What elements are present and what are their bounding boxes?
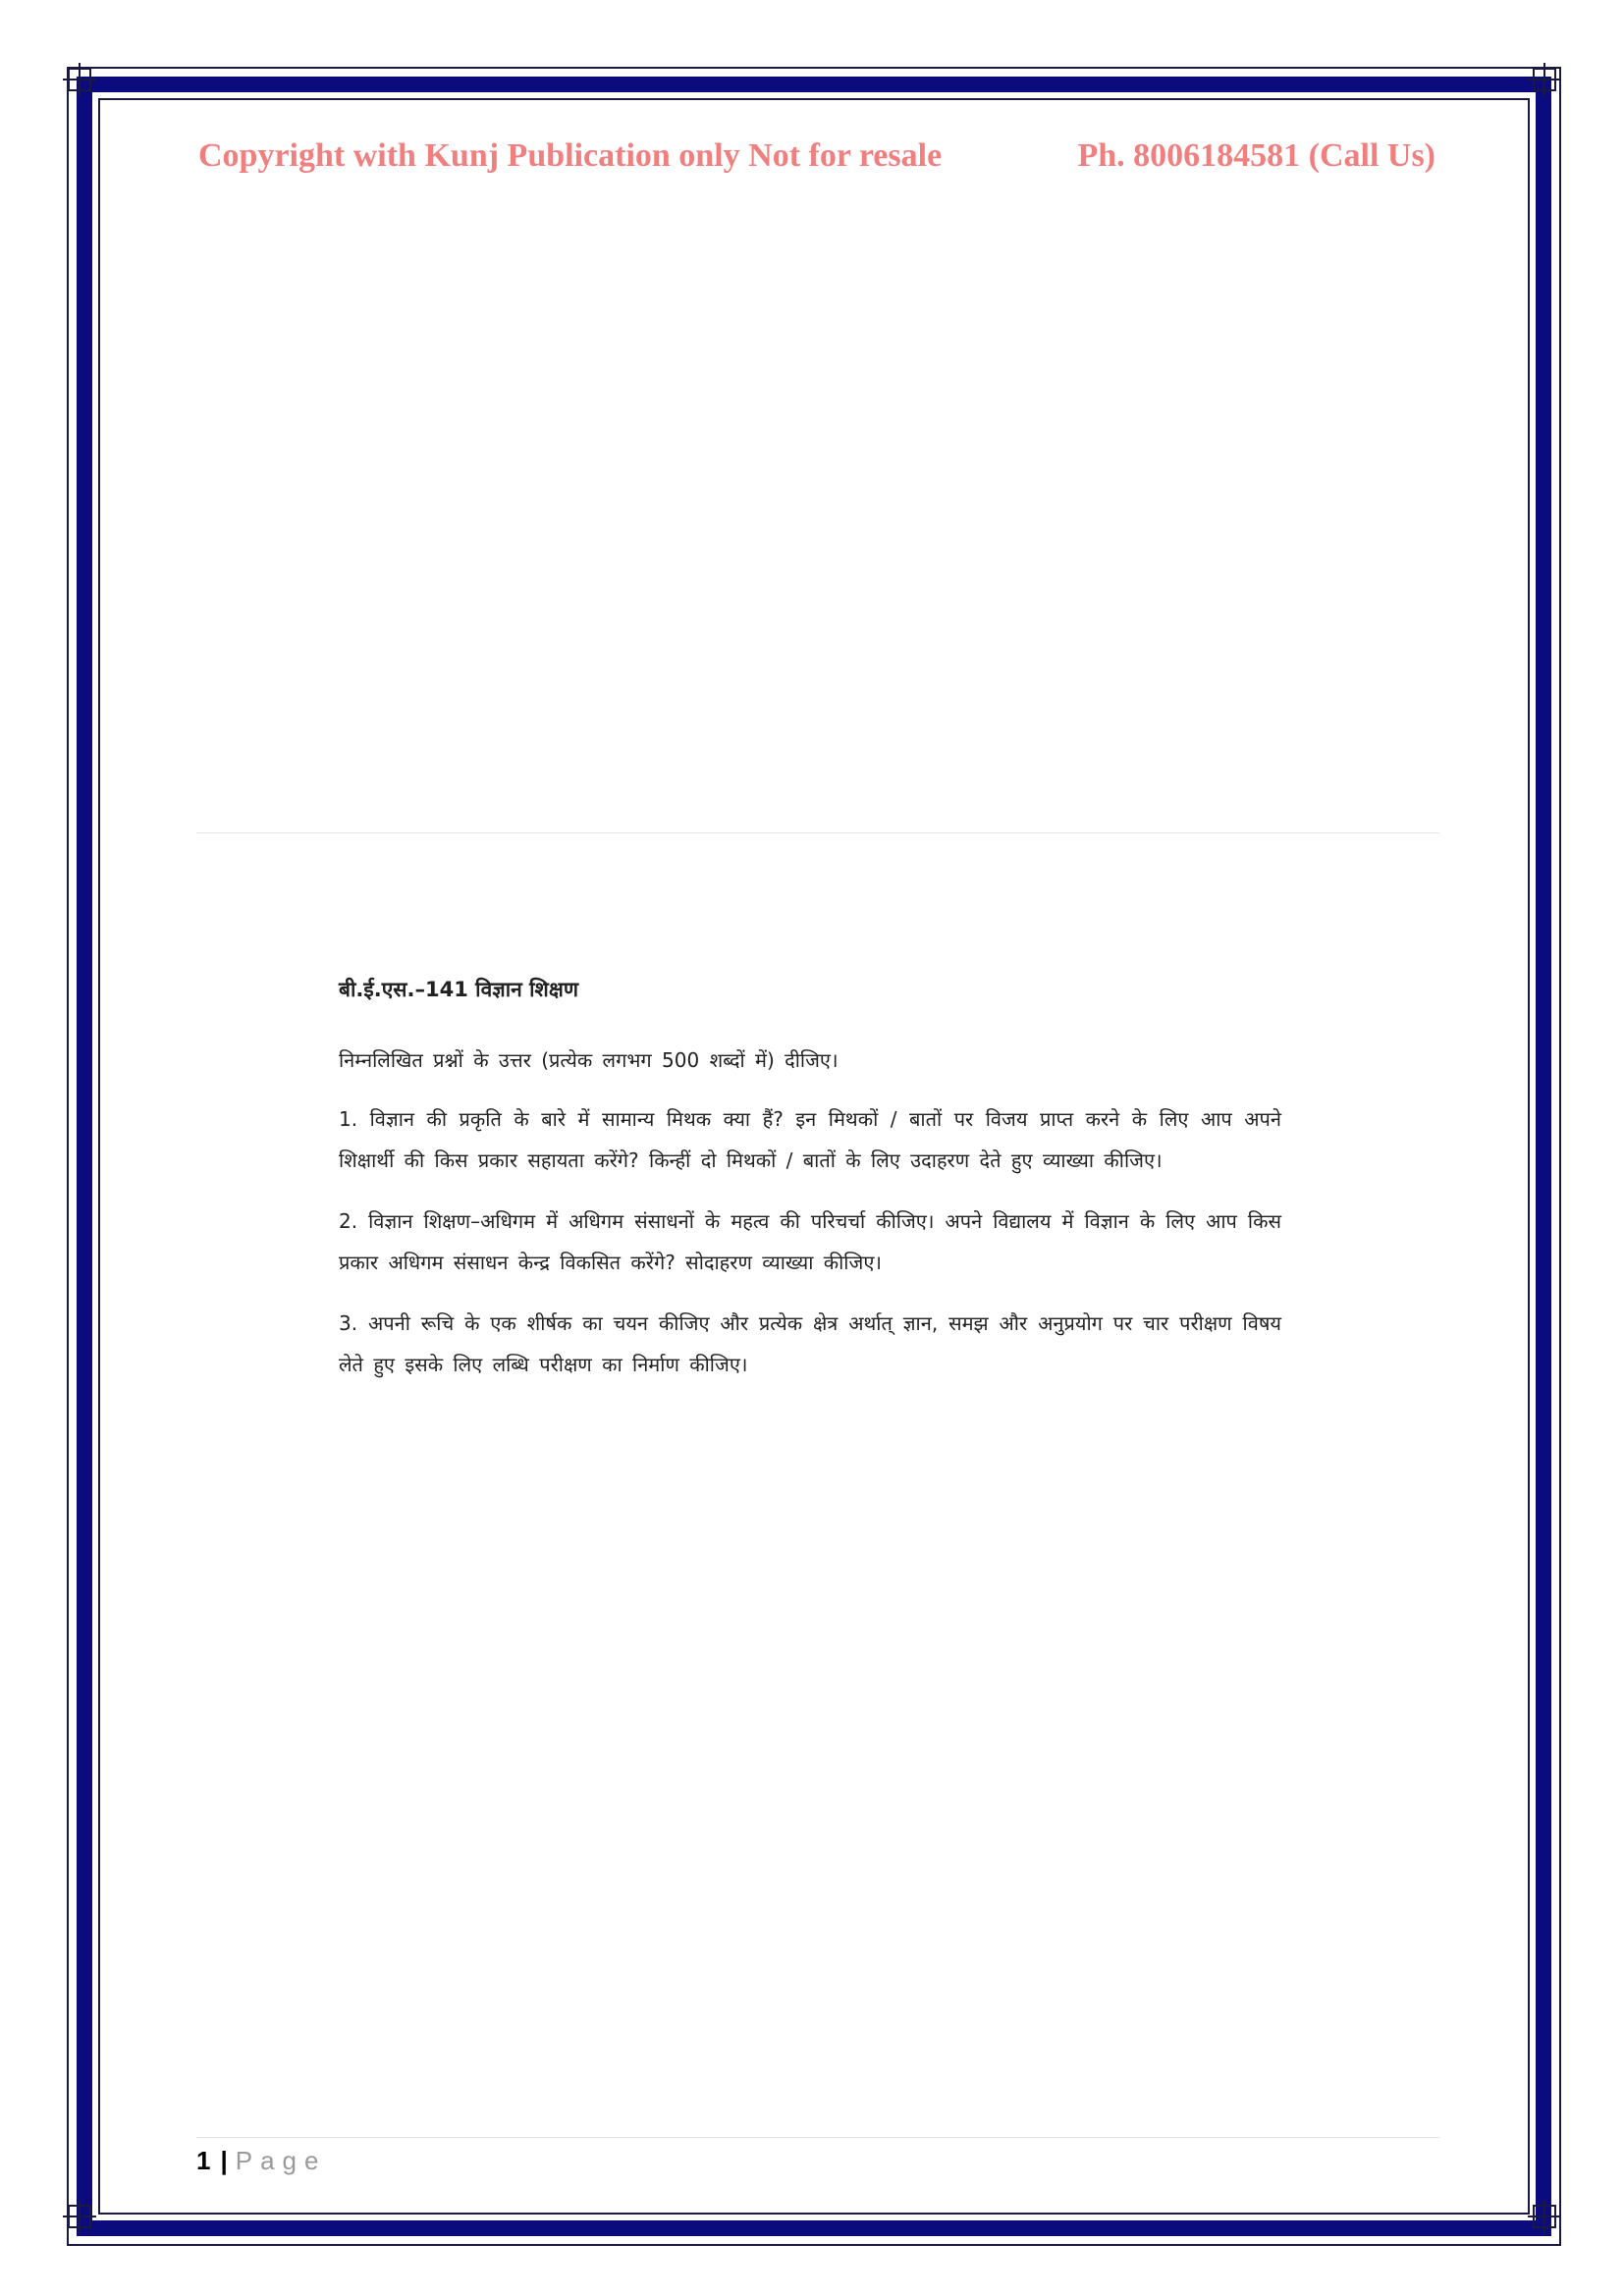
footer-divider <box>196 2137 1439 2138</box>
question-1: 1. विज्ञान की प्रकृति के बारे में सामान्य मिथक क्या हैं? इन मिथकों / बातों पर विजय प्राप्त करने के लिए आप अपने शिक्षार्थी की किस प्रकार सहायता करेंगे? किन्हीं दो मिथकों / बातों के लिए उदाहरण देते हुए व्याख्या कीजिए। <box>339 1107 1281 1172</box>
page-footer <box>196 2146 326 2179</box>
page-separator: | <box>220 2146 228 2175</box>
corner-ornament-icon <box>1528 2200 1561 2233</box>
document-body <box>339 975 1281 1405</box>
page-label: Page <box>235 2146 327 2175</box>
corner-ornament-icon <box>63 63 96 96</box>
page-number: 1 <box>196 2146 211 2175</box>
page-header <box>198 137 1435 187</box>
header-divider <box>196 832 1439 833</box>
instruction-text: निम्नलिखित प्रश्नों के उत्तर (प्रत्येक लगभग 500 शब्दों में) दीजिए। <box>339 1048 839 1072</box>
contact-phone: Ph. 8006184581 (Call Us) <box>1077 137 1435 174</box>
question-3: 3. अपनी रूचि के एक शीर्षक का चयन कीजिए और प्रत्येक क्षेत्र अर्थात् ज्ञान, समझ और अनुप्रयोग पर चार परीक्षण विषय लेते हुए इसके लिए लब्धि परीक्षण का निर्माण कीजिए। <box>339 1311 1281 1376</box>
corner-ornament-icon <box>63 2200 96 2233</box>
corner-ornament-icon <box>1528 63 1561 96</box>
question-2: 2. विज्ञान शिक्षण–अधिगम में अधिगम संसाधनों के महत्व की परिचर्चा कीजिए। अपने विद्यालय में विज्ञान के लिए आप किस प्रकार अधिगम संसाधन केन्द्र विकसित करेंगे? सोदाहरण व्याख्या कीजिए। <box>339 1209 1281 1274</box>
document-title: बी.ई.एस.–141 विज्ञान शिक्षण <box>339 978 579 1001</box>
copyright-notice: Copyright with Kunj Publication only Not for resale <box>198 137 943 174</box>
